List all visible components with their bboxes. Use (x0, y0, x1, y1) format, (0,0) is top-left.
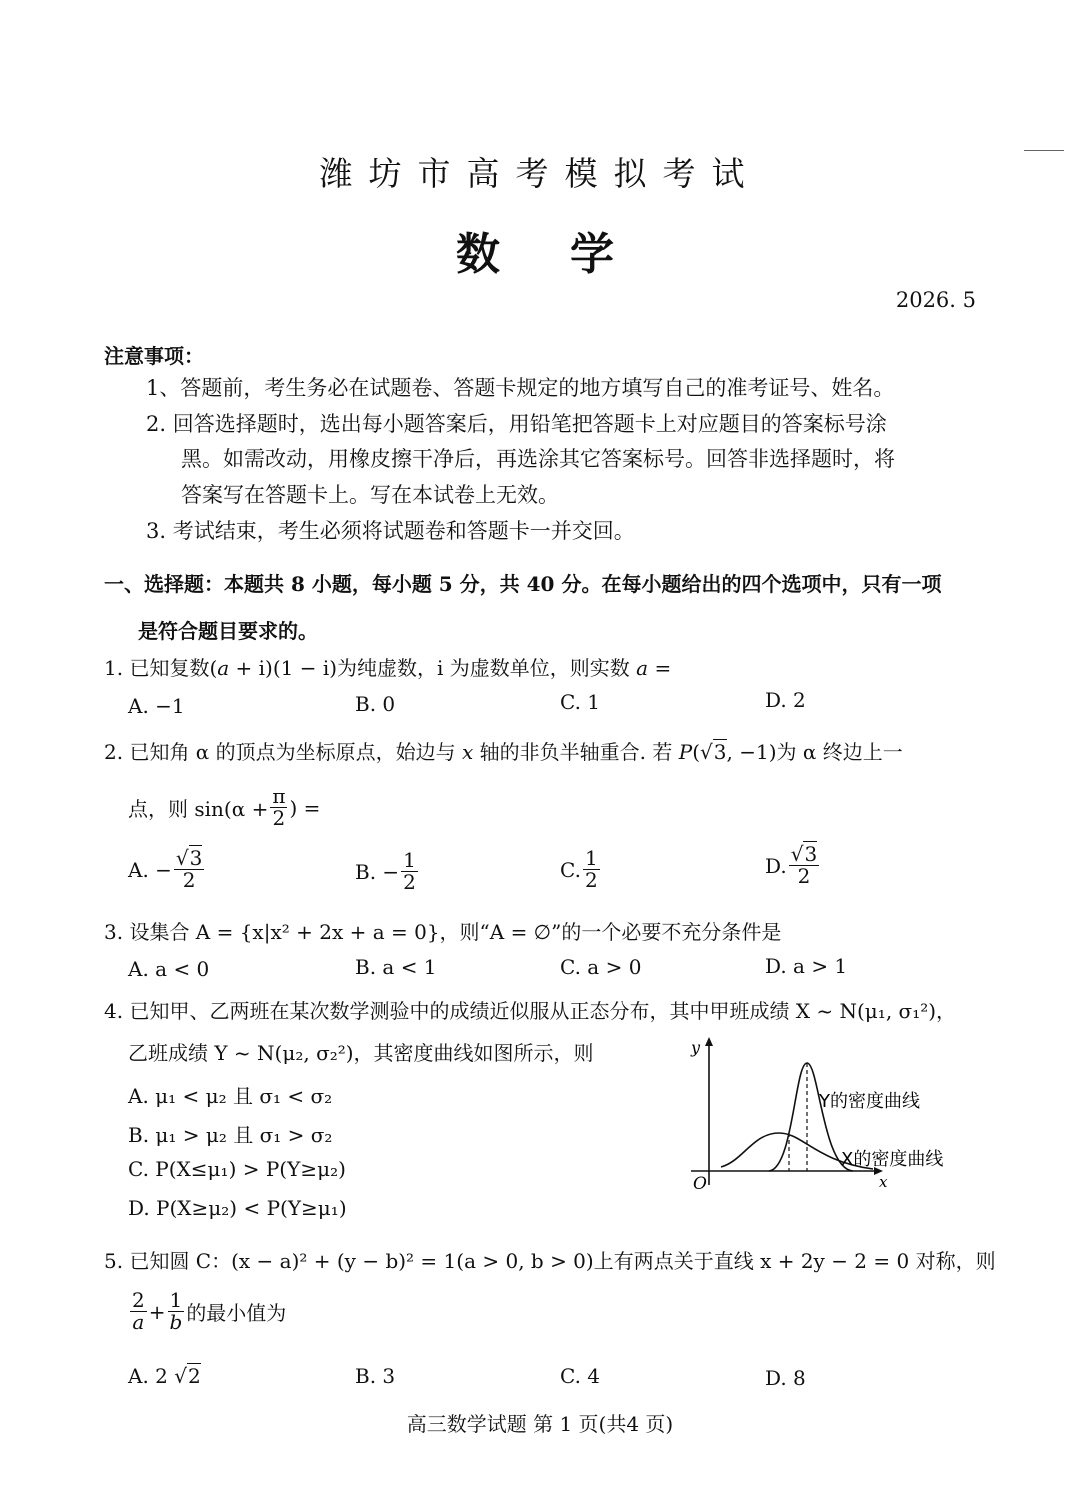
q3-option-b: B. a < 1 (355, 955, 437, 979)
frac-den: 2 (584, 868, 598, 892)
frac-den: 2 (272, 806, 286, 830)
frac-num: √3 (175, 846, 203, 870)
q2-part: 轴的非负半轴重合. 若 (473, 740, 679, 764)
q3-option-a: A. a < 0 (128, 957, 210, 981)
question-5-line-1: 5. 已知圆 C：(x − a)² + (y − b)² = 1(a > 0, b > 0)上有两点关于直线 x + 2y − 2 = 0 对称，则 (104, 1249, 996, 1273)
note-item-1: 1、答题前，考生务必在试题卷、答题卡规定的地方填写自己的准考证号、姓名。 (146, 376, 895, 400)
question-4-line-2: 乙班成绩 Y ~ N(μ₂, σ₂²)，其密度曲线如图所示，则 (128, 1041, 594, 1065)
q2-pi-over-2 (270, 786, 287, 829)
fraction-2-over-a (130, 1290, 147, 1333)
option-label: D. (765, 853, 787, 878)
frac-den: 2 (182, 868, 196, 892)
note-item-3: 3. 考试结束，考生必须将试题卷和答题卡一并交回。 (146, 519, 635, 543)
q1-option-d: D. 2 (765, 688, 806, 712)
q1-part: = (648, 656, 672, 680)
note-item-2-cont2: 答案写在答题卡上。写在本试卷上无效。 (181, 483, 559, 507)
frac-den: b (169, 1310, 183, 1334)
sqrt-radicand: 3 (189, 846, 203, 870)
x-axis-label: x (879, 1173, 888, 1191)
frac-den: a (132, 1310, 145, 1334)
exam-date: 2026. 5 (895, 288, 976, 312)
question-3-stem: 3. 设集合 A = {x|x² + 2x + a = 0}，则“A = ∅”的一个必要不充分条件是 (104, 920, 782, 944)
option-label: A. − (128, 857, 172, 882)
frac-num: √3 (790, 842, 818, 866)
q3-option-d: D. a > 1 (765, 954, 848, 978)
question-2-line-1: 2. 已知角 α 的顶点为坐标原点，始边与 x 轴的非负半轴重合. 若 P(√3, −1)为 α 终边上一 (104, 740, 903, 764)
fraction (789, 844, 819, 887)
q5-tail: 的最小值为 (186, 1301, 287, 1325)
sqrt-radicand: 3 (804, 842, 818, 866)
page-footer: 高三数学试题 第 1 页(共4 页) (406, 1412, 674, 1436)
q2-var-x: x (462, 740, 474, 764)
q1-var-a: a (636, 656, 649, 680)
section-heading: 一、选择题：本题共 8 小题，每小题 5 分，共 40 分。在每小题给出的四个选项中，只有一项 (104, 572, 942, 596)
note-item-2: 2. 回答选择题时，选出每小题答案后，用铅笔把答题卡上对应题目的答案标号涂 (146, 412, 887, 436)
frac-num: π (272, 784, 286, 808)
frac-num: 1 (169, 1288, 183, 1312)
q4-option-d: D. P(X≥μ₂) < P(Y≥μ₁) (128, 1196, 347, 1220)
plus-sign: + (148, 1299, 166, 1324)
section-heading-cont: 是符合题目要求的。 (138, 619, 318, 643)
q2-part: ) = (289, 795, 321, 820)
q4-option-b: B. μ₁ > μ₂ 且 σ₁ > σ₂ (128, 1123, 333, 1147)
q2-option-d (765, 844, 821, 887)
q5-option-d: D. 8 (765, 1366, 806, 1390)
sqrt-radicand: 2 (188, 1364, 201, 1388)
y-axis-arrow (705, 1037, 713, 1046)
q2-part: ( (692, 740, 701, 764)
q2-option-a (128, 848, 206, 891)
frac-den: 2 (797, 864, 811, 888)
option-label: A. 2 (128, 1364, 168, 1388)
q5-option-b: B. 3 (355, 1364, 396, 1388)
exam-title: 潍坊市高考模拟考试 (319, 154, 761, 193)
q1-part: + i)(1 − i)为纯虚数，i 为虚数单位，则实数 (229, 656, 637, 680)
q2-part: 点，则 sin(α + (128, 797, 269, 821)
option-label: B. − (355, 859, 400, 884)
y-axis-label: y (691, 1038, 701, 1057)
q4-option-a: A. μ₁ < μ₂ 且 σ₁ < σ₂ (128, 1084, 333, 1108)
q2-sqrt3: 3 (713, 740, 727, 764)
q5-option-c: C. 4 (560, 1364, 601, 1388)
q2-part: 2. 已知角 α 的顶点为坐标原点，始边与 (104, 740, 463, 764)
q1-option-b: B. 0 (355, 692, 396, 716)
q5-option-a: A. 2 √2 (128, 1364, 201, 1388)
frac-num: 2 (132, 1288, 145, 1312)
fraction (401, 850, 418, 893)
q2-option-b (355, 850, 420, 893)
q2-part: , −1)为 α 终边上一 (726, 740, 903, 764)
q3-option-c: C. a > 0 (560, 955, 642, 979)
origin-label: O (693, 1174, 707, 1193)
option-label: C. (560, 857, 581, 882)
density-curve-figure (683, 1033, 983, 1197)
fraction (174, 848, 204, 891)
question-4-line-1: 4. 已知甲、乙两班在某次数学测验中的成绩近似服从正态分布，其中甲班成绩 X ~ N(μ₁, σ₁²)， (104, 999, 957, 1023)
y-curve-label: Y的密度曲线 (819, 1091, 920, 1112)
q2-option-c (560, 848, 602, 891)
fraction-1-over-b (168, 1290, 185, 1333)
question-2-line-2 (128, 786, 320, 829)
frac-den: 2 (403, 870, 416, 894)
frac-num: 1 (584, 846, 598, 870)
q2-var-p: P (678, 740, 693, 764)
q1-var-a: a (217, 656, 230, 680)
q1-part: 1. 已知复数( (104, 656, 218, 680)
question-5-line-2 (128, 1290, 286, 1333)
x-curve-label: X的密度曲线 (841, 1149, 944, 1170)
fraction (583, 848, 600, 891)
notes-heading: 注意事项： (104, 344, 204, 368)
density-curve-diagram (683, 1033, 983, 1193)
subject-title: 数学 (456, 229, 684, 280)
q1-option-c: C. 1 (560, 690, 601, 714)
q1-option-a: A. −1 (128, 694, 185, 718)
q4-option-c: C. P(X≤μ₁) > P(Y≥μ₂) (128, 1157, 346, 1181)
question-1-stem (104, 652, 671, 681)
note-item-2-cont: 黑。如需改动，用橡皮擦干净后，再选涂其它答案标号。回答非选择题时，将 (181, 447, 895, 471)
frac-num: 1 (403, 848, 416, 872)
